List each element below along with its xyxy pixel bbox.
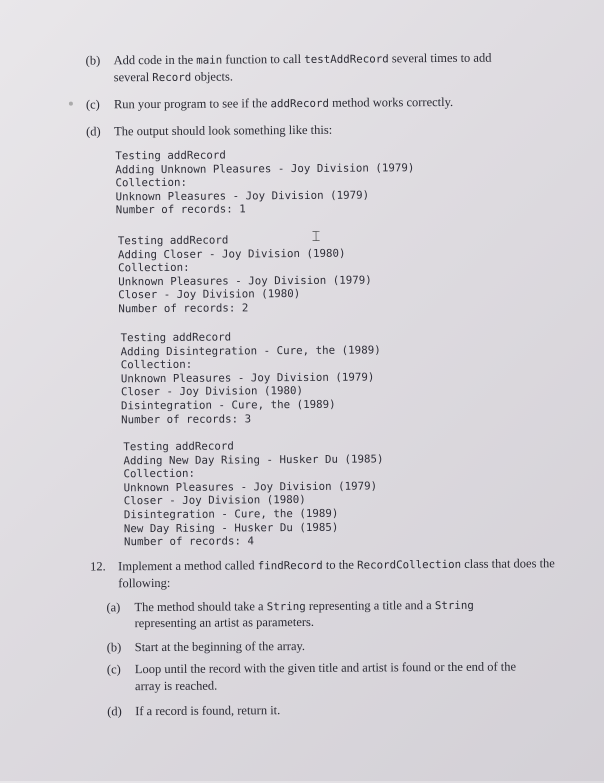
item-12: 12. Implement a method called findRecord to the RecordCollection class that does the	[90, 556, 555, 574]
output-block-2: Testing addRecord Adding Closer - Joy Division (1980) Collection: Unknown Pleasures - Joy Division (1979) Closer - Joy Division (1980) Number of records: 2	[117, 233, 372, 316]
item-number: 12.	[90, 559, 106, 574]
item-12-a: (a) The method should take a String representing a title and a String	[106, 598, 474, 615]
output-block-1: Testing addRecord Adding Unknown Pleasures - Joy Division (1979) Collection: Unknown Pleasures - Joy Division (1979) Number of records: 1	[115, 148, 415, 217]
step-c: (c) Run your program to see if the addRecord method works correctly.	[85, 94, 454, 112]
output-block-4: Testing addRecord Adding New Day Rising - Husker Du (1985) Collection: Unknown Pleasures - Joy Division (1979) Closer - Joy Division (1980) Disintegration - Cure, the (1989) New Day Rising - Husker Du (1985) Number of records: 4	[123, 439, 384, 549]
text-cursor-icon: ⌶	[311, 228, 321, 245]
step-label: (b)	[106, 640, 122, 655]
item-12-c: (c) Loop until the record with the given title and artist is found or the end of the	[106, 659, 517, 677]
step-label: (a)	[106, 600, 121, 615]
step-label: (c)	[85, 97, 100, 112]
bullet-mark	[69, 102, 73, 106]
step-b: (b) Add code in the main function to call testAddRecord several times to add	[85, 50, 492, 68]
item-12-c-line2: array is reached.	[134, 678, 218, 694]
item-12-a-line2: representing an artist as parameters.	[134, 614, 315, 631]
output-block-3: Testing addRecord Adding Disintegration - Cure, the (1989) Collection: Unknown Pleasures - Joy Division (1979) Closer - Joy Division (1980) Disintegration - Cure, the (1989) Number of records: 3	[120, 330, 381, 426]
item-12-b: (b) Start at the beginning of the array.	[106, 638, 306, 655]
step-b-line2: several Record objects.	[113, 69, 234, 85]
step-label: (d)	[107, 704, 122, 719]
item-12-line2: following:	[118, 575, 171, 591]
step-label: (d)	[86, 124, 101, 139]
step-d: (d) The output should look something like this:	[86, 122, 333, 139]
item-12-d: (d) If a record is found, return it.	[107, 703, 281, 719]
step-label: (b)	[85, 53, 101, 68]
step-label: (c)	[106, 662, 121, 677]
